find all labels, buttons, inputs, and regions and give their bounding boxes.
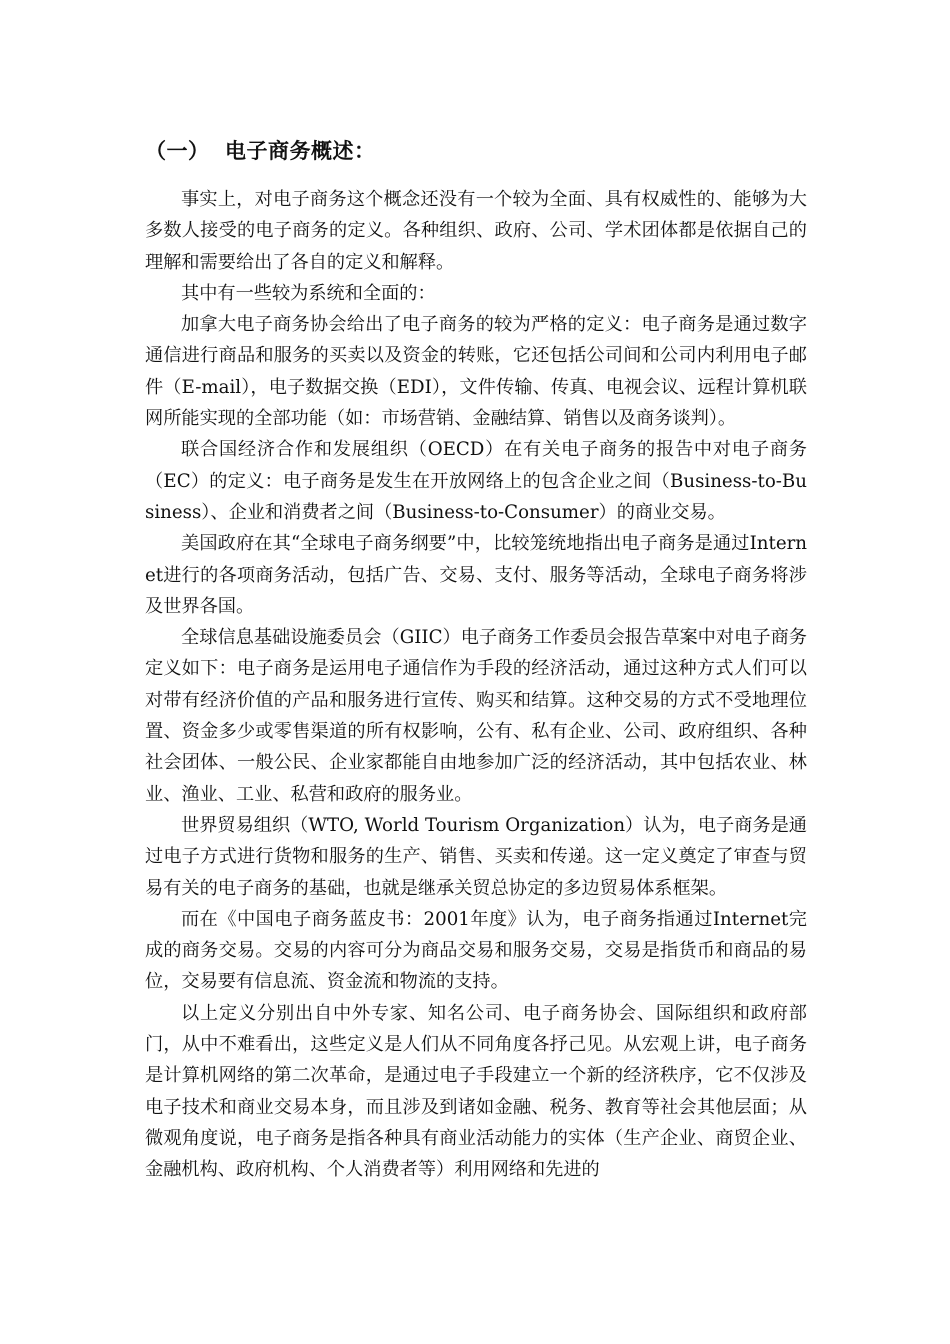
section-number: （一） — [145, 139, 210, 163]
paragraph-oecd-definition: 联合国经济合作和发展组织（OECD）在有关电子商务的报告中对电子商务（EC）的定义：电子商务是发生在开放网络上的包含企业之间（Business-to-Business）、企业和消费者之间（Business-to-Consumer）的商业交易。 — [145, 439, 807, 523]
paragraph-intro: 事实上，对电子商务这个概念还没有一个较为全面、具有权威性的、能够为大多数人接受的电子商务的定义。各种组织、政府、公司、学术团体都是依据自己的理解和需要给出了各自的定义和解释。 — [145, 189, 807, 273]
document-body — [145, 132, 807, 1186]
paragraph-us-government-definition: 美国政府在其“全球电子商务纲要”中，比较笼统地指出电子商务是通过Internet进行的各项商务活动，包括广告、交易、支付、服务等活动，全球电子商务将涉及世界各国。 — [145, 533, 807, 617]
section-title: 电子商务概述： — [225, 139, 376, 163]
paragraph-summary: 以上定义分别出自中外专家、知名公司、电子商务协会、国际组织和政府部门，从中不难看出，这些定义是人们从不同角度各抒己见。从宏观上讲，电子商务是计算机网络的第二次革命，是通过电子手段建立一个新的经济秩序，它不仅涉及电子技术和商业交易本身，而且涉及到诸如金融、税务、教育等社会其他层面；从微观角度说，电子商务是指各种具有商业活动能力的实体（生产企业、商贸企业、金融机构、政府机构、个人消费者等）利用网络和先进的 — [145, 1002, 807, 1181]
paragraph-canada-definition: 加拿大电子商务协会给出了电子商务的较为严格的定义：电子商务是通过数字通信进行商品和服务的买卖以及资金的转账，它还包括公司间和公司内利用电子邮件（E-mail），电子数据交换（EDI），文件传输、传真、电视会议、远程计算机联网所能实现的全部功能（如：市场营销、金融结算、销售以及商务谈判）。 — [145, 314, 807, 430]
paragraph-wto-definition: 世界贸易组织（WTO, World Tourism Organization）认为，电子商务是通过电子方式进行货物和服务的生产、销售、买卖和传递。这一定义奠定了审查与贸易有关的电子商务的基础，也就是继承关贸总协定的多边贸易体系框架。 — [145, 814, 807, 899]
paragraph-giic-definition: 全球信息基础设施委员会（GIIC）电子商务工作委员会报告草案中对电子商务定义如下：电子商务是运用电子通信作为手段的经济活动，通过这种方式人们可以对带有经济价值的产品和服务进行宣传、购买和结算。这种交易的方式不受地理位置、资金多少或零售渠道的所有权影响，公有、私有企业、公司、政府组织、各种社会团体、一般公民、企业家都能自由地参加广泛的经济活动，其中包括农业、林业、渔业、工业、私营和政府的服务业。 — [145, 627, 807, 805]
paragraph-lead-in: 其中有一些较为系统和全面的： — [181, 282, 436, 304]
paragraph-china-bluebook-definition: 而在《中国电子商务蓝皮书：2001年度》认为，电子商务指通过Internet完成的商务交易。交易的内容可分为商品交易和服务交易，交易是指货币和商品的易位，交易要有信息流、资金流和物流的支持。 — [145, 908, 807, 993]
section-heading — [145, 132, 807, 170]
